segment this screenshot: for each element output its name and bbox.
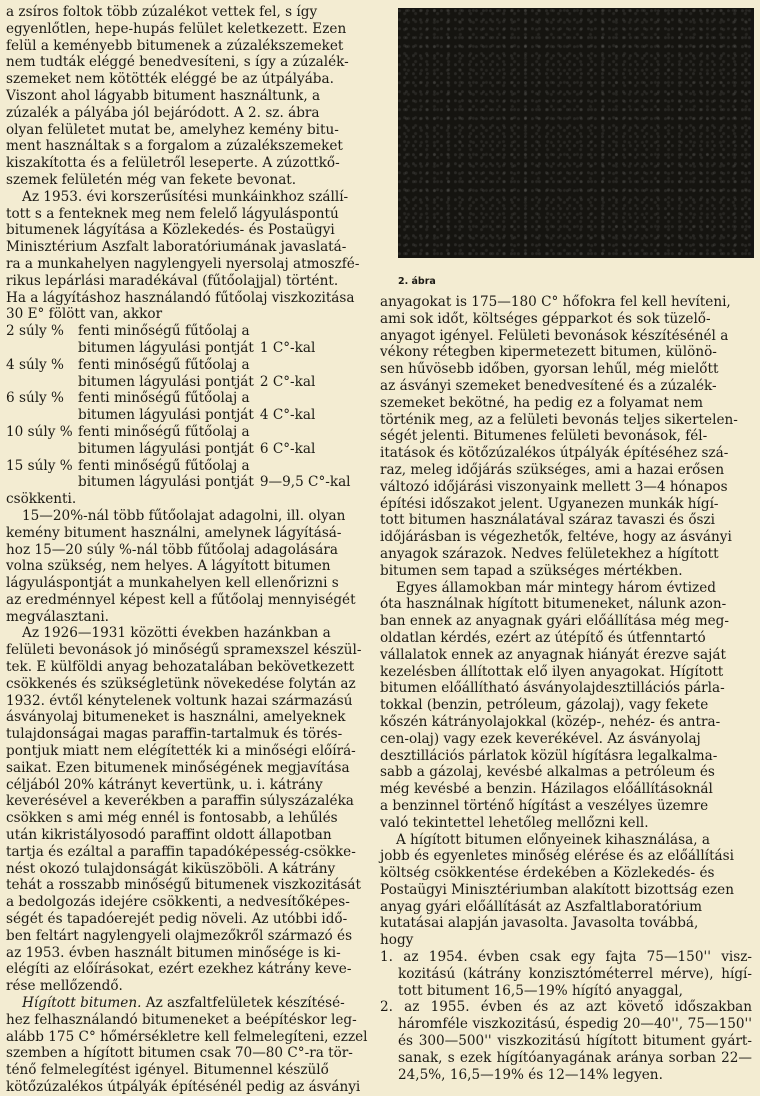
text-line: a bedolgozás idejére csökkenti, a nedvesítőképes- (6, 894, 350, 911)
left-column (6, 4, 368, 1096)
text-line: az ásványi szemeket benedvesítené és a zúzalék- (380, 377, 717, 394)
text-line: raz, meleg időjárás szükséges, ami a hazai erősen (380, 461, 725, 478)
dose-text: bitumen lágyulási pontját (78, 373, 254, 390)
text-line: időjárásban is végezhetők, feltéve, hogy az ásványi (380, 529, 732, 546)
text-line: nem tudták eléggé benedvesíteni, s így a zúzalék- (6, 54, 349, 71)
dose-text: bitumen lágyulási pontját (78, 339, 254, 356)
text-line: kemény bitument használni, amelynek lágyításá- (6, 524, 342, 541)
text-line: itatások és kötőzúzalékos útpályák építéséhez szá- (380, 445, 729, 462)
text-line: szemeket bekötné, ha pedig ez a folyamat nem (380, 394, 704, 411)
text-line: ra a munkahelyen nagylengyeli nyersolaj atmoszfé- (6, 255, 360, 272)
dose-row (6, 357, 351, 374)
text-line: anyag gyári előállítását az Aszfaltlaboratórium (380, 898, 703, 915)
paragraph (6, 4, 364, 189)
text-line: szemben a hígított bitumen csak 70—80 C°-ra tör- (6, 1045, 353, 1062)
text-line: 1932. évtől kénytelenek voltunk hazai származású (6, 692, 353, 709)
right-column (380, 294, 752, 1083)
text-line: után kikristályosodó paraffint oldott állapotban (6, 827, 332, 844)
dose-label: 15 súly % (6, 457, 73, 474)
text-line: lágyuláspontját a munkahelyen kell ellenőrizni s (6, 575, 339, 592)
text-line: rése mellőzendő. (6, 978, 123, 995)
paragraph (6, 508, 364, 626)
text-line: költség csökkentése érdekében a Közlekedés- és (380, 865, 715, 882)
text-line: tott s a fenteknek meg nem felelő lágyuláspontú (6, 205, 339, 222)
dose-row (6, 458, 351, 475)
text-line: az eredménnyel képest kell a fűtőolaj mennyiségét (6, 591, 356, 608)
dose-label: 10 súly % (6, 423, 73, 440)
text-line: sen hűvösebb időben, gyorsan lehűl, még mielőtt (380, 361, 719, 378)
text-line: történik meg, az a felületi bevonás teljes sikertelen- (380, 411, 738, 428)
text-line: elégíti az előírásokat, ezért ezekhez kátrány keve- (6, 961, 352, 978)
text-line: bitumen sem tapad a szükséges mértékben. (380, 562, 683, 579)
dose-row (6, 390, 351, 407)
paragraph: Hígított bitumen. Az aszfaltfelületek készítésé- hez felhasználandó bitumeneket a beépítéskor leg- alább 175 C° hőmérsékletre kell felmelegíteni, ezzel szemben a hígított bitumen csak 70—80 C°-ra tör- ténő felmelegítést igényel. Bitumennel készülő kötőzúzalékos útpályák építésénél pedig az ásványi (6, 995, 368, 1095)
text-line: rikus lepárlási maradékával (fűtőolajjal) történt. (6, 272, 339, 289)
text-line: sabb a gázolaj, kevésbé alkalmas a petróleum és (380, 764, 715, 781)
paragraph (6, 625, 364, 995)
text-line: tek. E külföldi anyag behozatalában bekövetkezett (6, 659, 355, 676)
text-line: Minisztérium Aszfalt laboratóriumának javaslatá- (6, 239, 347, 256)
text-line: olyan felületet mutat be, amelyhez kemény bitu- (6, 121, 339, 138)
text-line: az 1953. évben használt bitumen minősége is ki- (6, 944, 341, 961)
text-line: pontjuk miatt nem elégítették ki a minőségi előírá- (6, 743, 356, 760)
text-line: kiszakította és a felületről leseperte. A zúzottkő- (6, 155, 340, 172)
text-line: a benzinnel történő hígítást a veszélyes üzemre (380, 797, 709, 814)
text-line: Egyes államokban már mintegy három évtized (396, 579, 716, 596)
text-line: felületi bevonások jó minőségű spramexszel készül- (6, 642, 362, 659)
text-line: ásványolaj bitumeneket is használni, amelyeknek (6, 709, 346, 726)
text-line: még kevésbé a benzin. Házilagos előállításoknál (380, 781, 713, 798)
text-line: anyagokat is 175—180 C° hőfokra fel kell hevíteni, (380, 294, 731, 310)
text-line: keverésével a keverékben a paraffin súlyszázaléka (6, 793, 354, 810)
dose-unit: 2 C°-kal (259, 373, 316, 390)
dose-text: fenti minőségű fűtőolaj a (78, 323, 250, 340)
text-line: volna szükség, nem helyes. A lágyított bitumen (6, 558, 331, 575)
text-line: hez felhasználandó bitumeneket a beépítéskor leg- (6, 1011, 357, 1028)
text-line: hogy (380, 932, 414, 949)
text-line: változó időjárási viszonyaink mellett 3—4 hónapos (380, 478, 728, 495)
text-line: kötőzúzalékos útpályák építésénél pedig az ásványi (6, 1079, 361, 1095)
doses-tail: csökkenti. (6, 491, 77, 508)
text-line: ténő felmelegítést igényel. Bitumennel készülő (6, 1062, 329, 1079)
text-line: tulajdonságai magas paraffin-tartalmuk és törés- (6, 726, 343, 743)
dose-label: 6 súly % (6, 390, 64, 407)
dose-text: fenti minőségű fűtőolaj a (78, 390, 250, 407)
text-line: kőszén kátrányolajokkal (közép-, nehéz- és antra- (380, 713, 721, 730)
dose-text: bitumen lágyulási pontját (78, 474, 254, 491)
text-line: építési időszakot jelent. Ugyanezen munkák hígí- (380, 495, 719, 512)
text-line: anyagok szárazok. Nedves felületekhez a hígított (380, 545, 719, 562)
dose-unit: 4 C°-kal (259, 407, 316, 424)
text-line: tokkal (benzin, petróleum, gázolaj), vagy fekete (380, 697, 709, 714)
text-line: ami sok időt, költséges gépparkot és sok tüzelő- (380, 310, 711, 327)
dose-text: bitumen lágyulási pontját (78, 407, 254, 424)
text-line: felül a keményebb bitumenek a zúzalékszemeket (6, 37, 344, 54)
dose-text: bitumen lágyulási pontját (78, 440, 254, 457)
list-item: 1. az 1954. évben csak egy fajta 75—150'' visz- kozitású (kátrány konzisztóméterrel mérve), hígí- tott bitument 16,5—19% hígító anyaggal, (380, 949, 752, 999)
text-line: anyagot igényel. Felületi bevonások készítésénél a (380, 327, 729, 344)
section-heading: Hígított bitumen. (22, 995, 142, 1012)
text-line: a zsíros foltok több zúzalékot vettek fel, s így (6, 4, 318, 20)
text-line: bitumen előállítható ásványolajdesztillációs párla- (380, 680, 725, 697)
text-line: való tekintettel lehetőleg mellőzni kell. (380, 814, 649, 831)
text-line: 30 E° fölött van, akkor (6, 306, 163, 323)
dose-row-cont (6, 407, 351, 424)
dose-row (6, 424, 351, 441)
text-line: ben feltárt nagylengyeli olajmezőkről származó és (6, 927, 353, 944)
dose-text: fenti minőségű fűtőolaj a (78, 423, 250, 440)
text-line: bitumenek lágyítása a Közlekedés- és Postaügyi (6, 222, 335, 239)
dose-text: fenti minőségű fűtőolaj a (78, 356, 250, 373)
dose-table (6, 323, 351, 491)
text-line: vállalatok ennek az anyagnak hiányát érezve saját (380, 646, 726, 663)
text-line: Postaügyi Minisztériumban alakított bizottság ezen (380, 881, 734, 898)
text-line: céljából 20% kátrányt kevertünk, u. i. kátrány (6, 776, 323, 793)
text-line: ségét és tapadóerejét pedig növeli. Az utóbbi idő- (6, 911, 348, 928)
figure-2-photo (398, 8, 754, 258)
text-line: alább 175 C° hőmérsékletre kell felmelegíteni, ezzel (6, 1028, 368, 1045)
paragraph (380, 294, 752, 580)
text-line: tott bitumen használatával száraz tavaszi és őszi (380, 512, 715, 529)
text-line: zúzalék a pályába jól bejáródott. A 2. sz. ábra (6, 104, 320, 121)
dose-unit: 9—9,5 C°-kal (259, 474, 351, 491)
text-line: A hígított bitumen előnyeinek kihasználása, a (396, 831, 710, 848)
dose-row-cont (6, 340, 351, 357)
paragraph (6, 189, 364, 323)
text-line: Az 1926—1931 közötti években hazánkban a (22, 625, 331, 642)
paragraph (380, 580, 752, 832)
text-line: vékony rétegben kipermetezett bitumen, különö- (380, 344, 717, 361)
text-line: desztillációs párlatok közül hígításra legalkalma- (380, 747, 718, 764)
dose-text: fenti minőségű fűtőolaj a (78, 457, 250, 474)
text-line: szemek felületén még van fekete bevonat. (6, 171, 297, 188)
text-line: cen-olaj) vagy ezek keverékével. Az ásványolaj (380, 730, 701, 747)
text-line: saikat. Ezen bitumenek minőségének megjavítása (6, 759, 350, 776)
dose-label: 4 súly % (6, 356, 64, 373)
text-line: csökkenés és szükségletünk növekedése folytán az (6, 675, 356, 692)
text-line: megválasztani. (6, 608, 110, 625)
text-line: ban ennek az anyagnak gyári előállítása még meg- (380, 613, 729, 630)
dose-row (6, 323, 351, 340)
text-line: egyenlőtlen, hepe-hupás felület keletkezett. Ezen (6, 20, 347, 37)
text-line: kutatásai alapján javasolta. Javasolta továbbá, (380, 915, 699, 932)
text-line: ment használtak s a forgalom a zúzalékszemeket (6, 138, 343, 155)
text-line: tartja és ezáltal a paraffin tapadóképesség-csökke- (6, 843, 356, 860)
list-item: 2. az 1955. évben és az azt követő időszakban háromféle viszkozitású, éspedig 20—40'', 75—150'' és 300—500'' viszkozitású hígított bitument gyárt- sanak, s ezek hígítóanyagának aránya sorban 22—24,5%, 16,5—19% és 12—14% legyen. (380, 999, 752, 1083)
text-line: csökken s ami még ennél is fontosabb, a lehűlés (6, 810, 338, 827)
figure-caption: 2. ábra (398, 276, 436, 287)
dose-unit: 1 C°-kal (259, 339, 316, 356)
text-line: Ha a lágyításhoz használandó fűtőolaj viszkozitása (6, 289, 355, 306)
text-line: hoz 15—20 súly %-nál több fűtőolaj adagolására (6, 541, 338, 558)
dose-row-cont (6, 441, 351, 458)
text-line: ségét jelenti. Bitumenes felületi bevonások, fél- (380, 428, 708, 445)
text-line: nést okozó tulajdonságát kiküszöböli. A kátrány (6, 860, 336, 877)
dose-label: 2 súly % (6, 323, 64, 340)
text-line: Viszont ahol lágyabb bitument használtunk, a (6, 87, 321, 104)
text-line: tehát a rosszabb minőségű bitumenek viszkozitását (6, 877, 361, 894)
dose-row-cont (6, 474, 351, 491)
text-line: jobb és egyenletes minőség elérése és az előállítási (380, 848, 734, 865)
text-line: oldatlan kérdés, ezért az útépítő és útfenntartó (380, 629, 706, 646)
numbered-list (380, 949, 752, 1083)
text-line: kezelésben állítottak elő ilyen anyagokat. Hígított (380, 663, 724, 680)
dose-row-cont (6, 374, 351, 391)
dose-unit: 6 C°-kal (259, 440, 316, 457)
paragraph (380, 832, 752, 950)
text-line: Az 1953. évi korszerűsítési munkáinkhoz szállí- (22, 188, 349, 205)
text-line: szemeket nem kötötték eléggé be az útpályába. (6, 71, 334, 88)
text-line: óta használnak hígított bitumeneket, nálunk azon- (380, 596, 727, 613)
text-line: 15—20%-nál több fűtőolajat adagolni, ill. olyan (22, 507, 346, 524)
